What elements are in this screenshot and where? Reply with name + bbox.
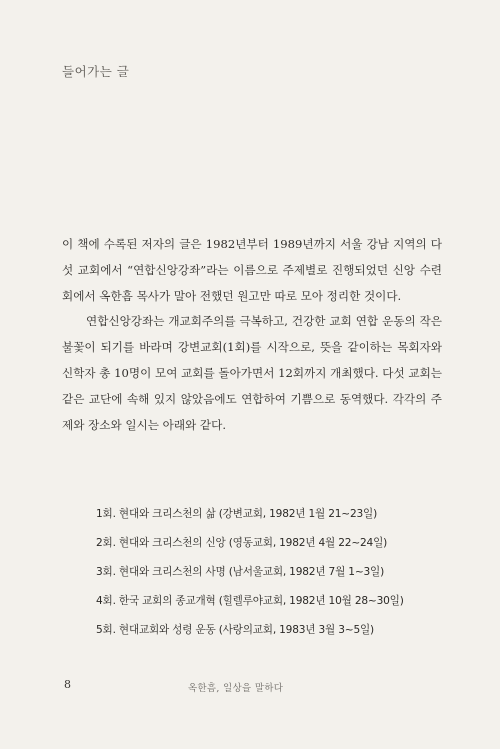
paragraph-intro: 이 책에 수록된 저자의 글은 1982년부터 1989년까지 서울 강남 지역의 다섯 교회에서 “연합신앙강좌”라는 이름으로 주제별로 진행되었던 신앙 수련회에서 옥한흠 목사가 말아 전했던 원고만 따로 모아 정리한 것이다.	[62, 237, 442, 303]
running-footer-title: 옥한흠, 일상을 말하다	[188, 683, 284, 694]
lecture-item: 2회. 현대와 크리스천의 신앙 (영동교회, 1982년 4월 22~24일)	[96, 537, 388, 549]
lecture-item: 5회. 현대교회와 성령 운동 (사랑의교회, 1983년 3월 3~5일)	[96, 624, 374, 636]
paragraph-history: 연합신앙강좌는 개교회주의를 극복하고, 건강한 교회 연합 운동의 작은 불꽃이 되기를 바라며 강변교회(1회)를 시작으로, 뜻을 같이하는 목회자와 신학자 총 10명이 모여 교회를 돌아가면서 12회까지 개최했다. 다섯 교회는 같은 교단에 속해 있지 않았음에도 연합하여 기쁨으로 동역했다. 각각의 주제와 장소와 일시는 아래와 같다.	[62, 314, 442, 432]
page-number: 8	[64, 678, 71, 691]
lecture-item: 1회. 현대와 크리스천의 삶 (강변교회, 1982년 1월 21~23일)	[96, 508, 378, 520]
lecture-list	[96, 505, 404, 650]
lecture-item: 4회. 한국 교회의 종교개혁 (힐렐루야교회, 1982년 10월 28~30일)	[96, 595, 404, 607]
body-text	[62, 232, 442, 438]
lecture-item: 3회. 현대와 크리스천의 사명 (남서울교회, 1982년 7월 1~3일)	[96, 566, 385, 578]
section-title: 들어가는 글	[62, 64, 130, 79]
